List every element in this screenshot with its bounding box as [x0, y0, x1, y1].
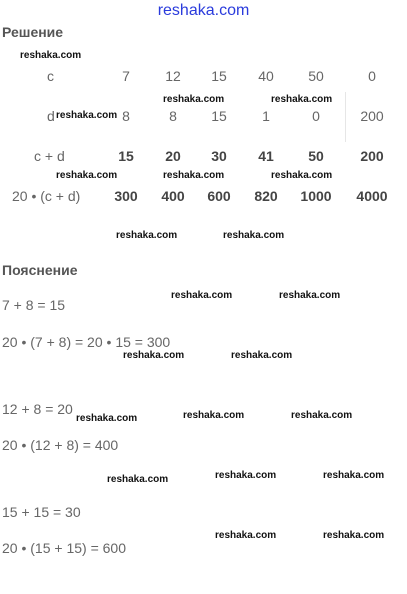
explanation-line-2: 20 • (7 + 8) = 20 • 15 = 300 [2, 334, 171, 350]
watermark: reshaka.com [76, 413, 138, 424]
explanation-line-1: 7 + 8 = 15 [2, 297, 66, 313]
cell-d-1: 8 [122, 108, 130, 124]
cell-product-3: 600 [207, 188, 231, 204]
cell-product-2: 400 [161, 188, 185, 204]
watermark: reshaka.com [56, 170, 118, 181]
explanation-heading: Пояснение [2, 262, 78, 278]
cell-product-4: 820 [254, 188, 278, 204]
explanation-line-6: 20 • (15 + 15) = 600 [2, 540, 126, 556]
watermark: reshaka.com [123, 350, 185, 361]
watermark: reshaka.com [183, 410, 245, 421]
watermark: reshaka.com [323, 470, 385, 481]
cell-d-6: 200 [360, 108, 384, 124]
row-label-d: d [47, 108, 55, 124]
cell-c-4: 40 [258, 68, 274, 84]
cell-sum-4: 41 [258, 148, 274, 164]
table-divider [345, 92, 346, 142]
watermark: reshaka.com [56, 110, 118, 121]
watermark: reshaka.com [279, 290, 341, 301]
explanation-line-3: 12 + 8 = 20 [2, 401, 73, 417]
explanation-line-4: 20 • (12 + 8) = 400 [2, 437, 119, 453]
cell-sum-2: 20 [165, 148, 181, 164]
row-label-c-plus-d: c + d [34, 148, 65, 164]
solution-heading: Решение [2, 24, 64, 40]
cell-c-6: 0 [368, 68, 376, 84]
watermark: reshaka.com [20, 50, 82, 61]
site-title[interactable]: reshaka.com [157, 2, 250, 19]
watermark: reshaka.com [171, 290, 233, 301]
watermark: reshaka.com [215, 530, 277, 541]
row-label-c: c [47, 68, 54, 84]
watermark: reshaka.com [223, 230, 285, 241]
cell-c-1: 7 [122, 68, 130, 84]
cell-d-3: 15 [211, 108, 227, 124]
watermark: reshaka.com [107, 474, 169, 485]
watermark: reshaka.com [163, 94, 225, 105]
watermark: reshaka.com [163, 170, 225, 181]
cell-product-1: 300 [114, 188, 138, 204]
row-label-20-times-sum: 20 • (c + d) [12, 188, 81, 204]
cell-product-6: 4000 [356, 188, 388, 204]
cell-d-2: 8 [169, 108, 177, 124]
cell-sum-6: 200 [360, 148, 384, 164]
cell-c-2: 12 [165, 68, 181, 84]
watermark: reshaka.com [291, 410, 353, 421]
cell-c-3: 15 [211, 68, 227, 84]
cell-product-5: 1000 [300, 188, 332, 204]
watermark: reshaka.com [271, 170, 333, 181]
watermark: reshaka.com [215, 470, 277, 481]
watermark: reshaka.com [323, 530, 385, 541]
watermark: reshaka.com [271, 94, 333, 105]
cell-sum-3: 30 [211, 148, 227, 164]
watermark: reshaka.com [116, 230, 178, 241]
cell-d-4: 1 [262, 108, 270, 124]
explanation-line-5: 15 + 15 = 30 [2, 504, 81, 520]
cell-c-5: 50 [308, 68, 324, 84]
cell-sum-5: 50 [308, 148, 324, 164]
watermark: reshaka.com [231, 350, 293, 361]
cell-d-5: 0 [312, 108, 320, 124]
cell-sum-1: 15 [118, 148, 134, 164]
